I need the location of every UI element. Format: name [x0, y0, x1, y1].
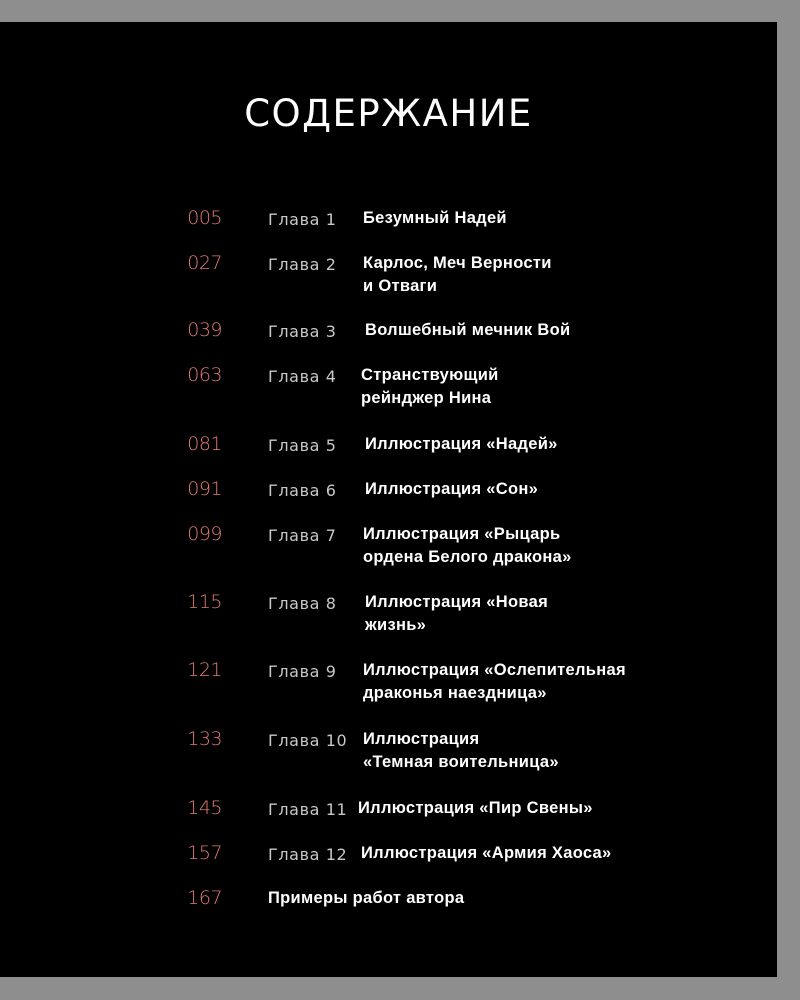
chapter-title-line: Примеры работ автора [268, 889, 465, 907]
page-number: 133 [187, 728, 222, 750]
chapter-title-line: драконья наездница» [363, 684, 547, 702]
chapter-title-line: и Отваги [363, 277, 438, 295]
chapter-title [363, 728, 559, 774]
page-number: 081 [187, 433, 222, 455]
chapter-title-line: Иллюстрация «Новая [365, 593, 549, 611]
chapter-title-line: Иллюстрация [363, 730, 480, 748]
chapter-title [363, 207, 507, 230]
chapter-title [365, 591, 548, 637]
chapter-title-line: Иллюстрация «Армия Хаоса» [361, 844, 612, 862]
page-number: 121 [187, 659, 222, 681]
chapter-label: Глава 8 [268, 594, 337, 613]
chapter-label: Глава 12 [268, 845, 348, 864]
page-number: 027 [187, 252, 222, 274]
page-number: 091 [187, 478, 222, 500]
chapter-label: Глава 9 [268, 662, 337, 681]
page-number: 005 [187, 207, 222, 229]
chapter-label: Глава 3 [268, 322, 337, 341]
table-of-contents [0, 22, 777, 977]
chapter-title-line: Безумный Надей [363, 209, 507, 227]
chapter-title [365, 433, 558, 456]
chapter-title [268, 887, 464, 910]
page-number: 039 [187, 319, 222, 341]
chapter-label: Глава 5 [268, 436, 337, 455]
chapter-title [365, 319, 570, 342]
chapter-title [361, 364, 499, 410]
chapter-title-line: «Темная воительница» [363, 753, 559, 771]
chapter-title [365, 478, 538, 501]
chapter-label: Глава 6 [268, 481, 337, 500]
chapter-title-line: Иллюстрация «Рыцарь [363, 525, 561, 543]
page-number: 157 [187, 842, 222, 864]
page-number: 145 [187, 797, 222, 819]
chapter-title [363, 659, 626, 705]
chapter-label: Глава 2 [268, 255, 337, 274]
chapter-title-line: Иллюстрация «Пир Свены» [358, 799, 593, 817]
chapter-title-line: Карлос, Меч Верности [363, 254, 552, 272]
contents-heading: СОДЕРЖАНИЕ [244, 92, 533, 135]
contents-page [0, 22, 777, 977]
chapter-label: Глава 10 [268, 731, 348, 750]
chapter-title-line: Странствующий [361, 366, 499, 384]
chapter-title-line: ордена Белого дракона» [363, 548, 572, 566]
chapter-title-line: Иллюстрация «Ослепительная [363, 661, 626, 679]
chapter-title-line: Иллюстрация «Сон» [365, 480, 539, 498]
chapter-title-line: Волшебный мечник Вой [365, 321, 571, 339]
chapter-label: Глава 11 [268, 800, 348, 819]
page-number: 099 [187, 523, 222, 545]
chapter-title [358, 797, 593, 820]
chapter-title [363, 252, 552, 298]
chapter-title [361, 842, 612, 865]
chapter-title-line: рейнджер Нина [361, 389, 492, 407]
page-number: 063 [187, 364, 222, 386]
page-number: 167 [187, 887, 222, 909]
chapter-title [363, 523, 572, 569]
chapter-label: Глава 1 [268, 210, 337, 229]
chapter-title-line: жизнь» [365, 616, 427, 634]
chapter-label: Глава 4 [268, 367, 337, 386]
chapter-label: Глава 7 [268, 526, 337, 545]
page-number: 115 [187, 591, 222, 613]
chapter-title-line: Иллюстрация «Надей» [365, 435, 558, 453]
